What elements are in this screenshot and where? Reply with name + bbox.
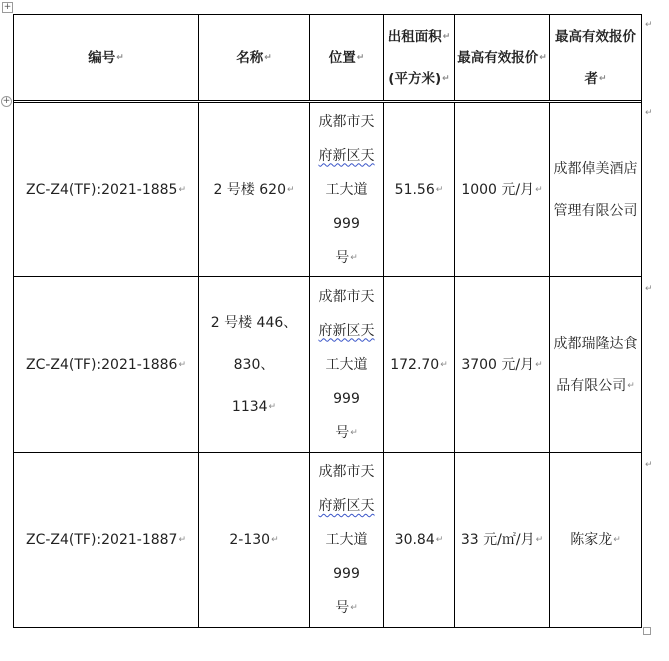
insert-row-handle[interactable]: + <box>2 96 11 106</box>
header-code: 编号↵ <box>14 15 199 101</box>
cell-location: 成都市天 府新区天 工大道 999 号↵ <box>310 453 384 628</box>
row-end-mark: ↵ <box>645 284 653 294</box>
row-end-mark: ↵ <box>645 20 653 30</box>
cell-name: 2-130↵ <box>199 453 310 628</box>
rental-bid-table <box>13 14 642 628</box>
cell-price: 33 元/㎡/月↵ <box>455 453 550 628</box>
cell-code: ZC-Z4(TF):2021-1887↵ <box>14 453 199 628</box>
cell-bidder: 成都倬美酒店 管理有限公司 <box>550 103 642 277</box>
cell-price: 3700 元/月↵ <box>455 277 550 453</box>
cell-area: 30.84↵ <box>384 453 455 628</box>
cell-name: 2 号楼 620↵ <box>199 103 310 277</box>
cell-bidder: 陈家龙↵ <box>550 453 642 628</box>
cell-code: ZC-Z4(TF):2021-1885↵ <box>14 103 199 277</box>
cell-price: 1000 元/月↵ <box>455 103 550 277</box>
header-location: 位置↵ <box>310 15 384 101</box>
cell-code: ZC-Z4(TF):2021-1886↵ <box>14 277 199 453</box>
table-row <box>14 453 642 628</box>
header-row <box>14 15 642 101</box>
row-end-mark: ↵ <box>645 108 653 118</box>
cell-name: 2 号楼 446、830、 1134↵ <box>199 277 310 453</box>
header-area: 出租面积↵ (平方米)↵ <box>384 15 455 101</box>
cell-location: 成都市天 府新区天 工大道 999 号↵ <box>310 277 384 453</box>
cell-area: 51.56↵ <box>384 103 455 277</box>
row-end-mark: ↵ <box>645 460 653 470</box>
table-row <box>14 277 642 453</box>
header-bidder: 最高有效报价 者↵ <box>550 15 642 101</box>
table-move-handle[interactable]: + <box>3 2 12 12</box>
header-price: 最高有效报价↵ <box>455 15 550 101</box>
cell-bidder: 成都瑞隆达食 品有限公司↵ <box>550 277 642 453</box>
table-resize-handle[interactable] <box>643 627 651 635</box>
table-row <box>14 103 642 277</box>
cell-area: 172.70↵ <box>384 277 455 453</box>
cell-location: 成都市天 府新区天 工大道 999 号↵ <box>310 103 384 277</box>
header-name: 名称↵ <box>199 15 310 101</box>
